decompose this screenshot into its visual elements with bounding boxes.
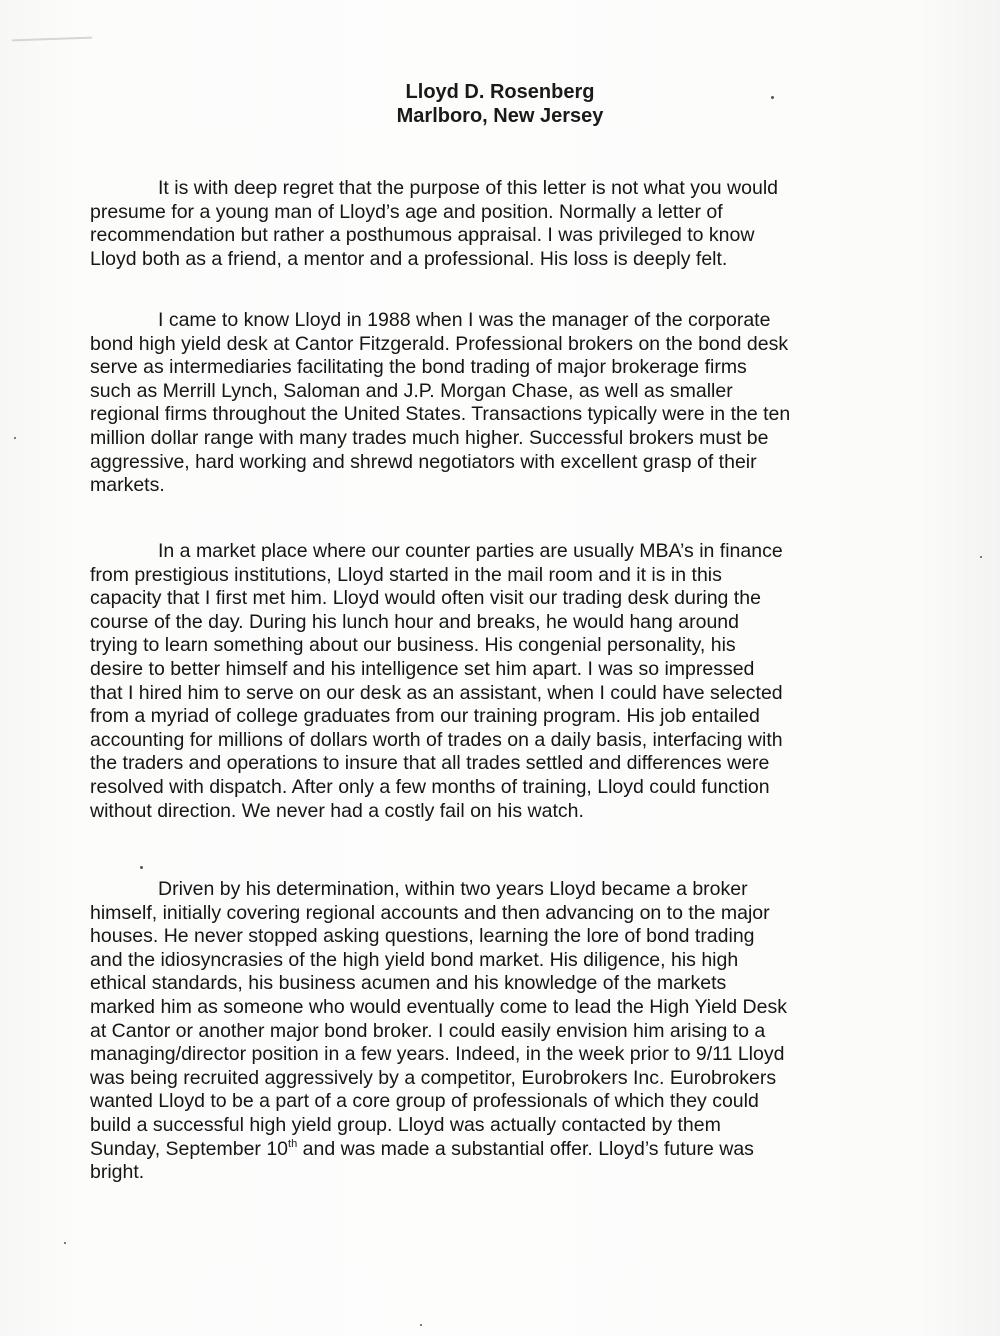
paragraph-line: markets. [90, 474, 165, 497]
paragraph-line: presume for a young man of Lloyd’s age and position. Normally a letter of [90, 200, 723, 223]
sup-line-before: Sunday, September 10 [90, 1137, 289, 1160]
paragraph-line: I came to know Lloyd in 1988 when I was the manager of the corporate [158, 309, 771, 331]
scan-speck [771, 96, 774, 99]
ordinal-superscript: th [288, 1137, 298, 1150]
paragraph-line: marked him as someone who would eventually come to lead the High Yield Desk [90, 995, 787, 1018]
paragraph-line: and the idiosyncrasies of the high yield bond market. His diligence, his high [90, 948, 739, 971]
paragraph-line: that I hired him to serve on our desk as an assistant, when I could have selected [90, 681, 783, 704]
sup-line-after: and was made a substantial offer. Lloyd’s future was [297, 1137, 754, 1160]
paragraph-line: regional firms throughout the United States. Transactions typically were in the ten [90, 403, 791, 426]
paragraph-line: desire to better himself and his intelligence set him apart. I was so impressed [90, 657, 755, 680]
paragraph-line: trying to learn something about our business. His congenial personality, his [90, 634, 736, 657]
paragraph-line: himself, initially covering regional accounts and then advancing on to the major [90, 901, 770, 924]
paragraph-line: from a myriad of college graduates from our training program. His job entailed [90, 705, 760, 728]
paragraph-line: was being recruited aggressively by a competitor, Eurobrokers Inc. Eurobrokers [90, 1066, 777, 1089]
paragraph-line: build a successful high yield group. Lloyd was actually contacted by them [90, 1113, 721, 1136]
paragraph-3 [90, 540, 920, 823]
paragraph-line: without direction. We never had a costly fail on his watch. [90, 799, 584, 822]
header-name: Lloyd D. Rosenberg [405, 81, 595, 103]
paragraph-line: In a market place where our counter parties are usually MBA’s in finance [158, 540, 783, 562]
scan-speck [420, 1324, 422, 1326]
paragraph-1 [90, 177, 920, 271]
paragraph-line: It is with deep regret that the purpose of this letter is not what you would [158, 177, 779, 199]
paragraph-line: bond high yield desk at Cantor Fitzgerald. Professional brokers on the bond desk [90, 332, 789, 355]
paragraph-line: resolved with dispatch. After only a few months of training, Lloyd could function [90, 775, 770, 798]
paragraph-line: accounting for millions of dollars worth of trades on a daily basis, interfacing with [90, 728, 783, 751]
paragraph-line: course of the day. During his lunch hour and breaks, he would hang around [90, 610, 739, 633]
paragraph-line: from prestigious institutions, Lloyd started in the mail room and it is in this [90, 563, 722, 586]
paragraph-line-with-superscript [90, 1138, 920, 1162]
paragraph-4 [90, 878, 920, 1185]
paragraph-line: serve as intermediaries facilitating the bond trading of major brokerage firms [90, 356, 747, 379]
paragraph-line: aggressive, hard working and shrewd negotiators with excellent grasp of their [90, 450, 757, 473]
paragraph-line: recommendation but rather a posthumous appraisal. I was privileged to know [90, 224, 755, 247]
scan-speck [140, 866, 143, 869]
paragraph-line: million dollar range with many trades much higher. Successful brokers must be [90, 426, 769, 449]
paragraph-line: managing/director position in a few years. Indeed, in the week prior to 9/11 Lloyd [90, 1043, 785, 1066]
scan-speck [14, 437, 16, 439]
paragraph-line: Driven by his determination, within two years Lloyd became a broker [158, 878, 748, 900]
scan-speck [64, 1242, 66, 1244]
scan-speck [980, 556, 982, 558]
paragraph-line: ethical standards, his business acumen and his knowledge of the markets [90, 972, 727, 995]
paper-scratch-mark [12, 37, 92, 42]
paragraph-line: capacity that I first met him. Lloyd would often visit our trading desk during the [90, 587, 761, 610]
paragraph-2 [90, 309, 920, 498]
paragraph-line: the traders and operations to insure that all trades settled and differences were [90, 752, 770, 775]
paragraph-line: such as Merrill Lynch, Saloman and J.P. Morgan Chase, as well as smaller [90, 379, 733, 402]
header-location: Marlboro, New Jersey [396, 105, 604, 127]
paragraph-line: Lloyd both as a friend, a mentor and a professional. His loss is deeply felt. [90, 247, 728, 270]
paragraph-line: at Cantor or another major bond broker. I could easily envision him arising to a [90, 1019, 766, 1042]
paragraph-line: houses. He never stopped asking questions, learning the lore of bond trading [90, 925, 755, 948]
paragraph-line: wanted Lloyd to be a part of a core group of professionals of which they could [90, 1090, 759, 1113]
paragraph-line: bright. [90, 1161, 145, 1184]
